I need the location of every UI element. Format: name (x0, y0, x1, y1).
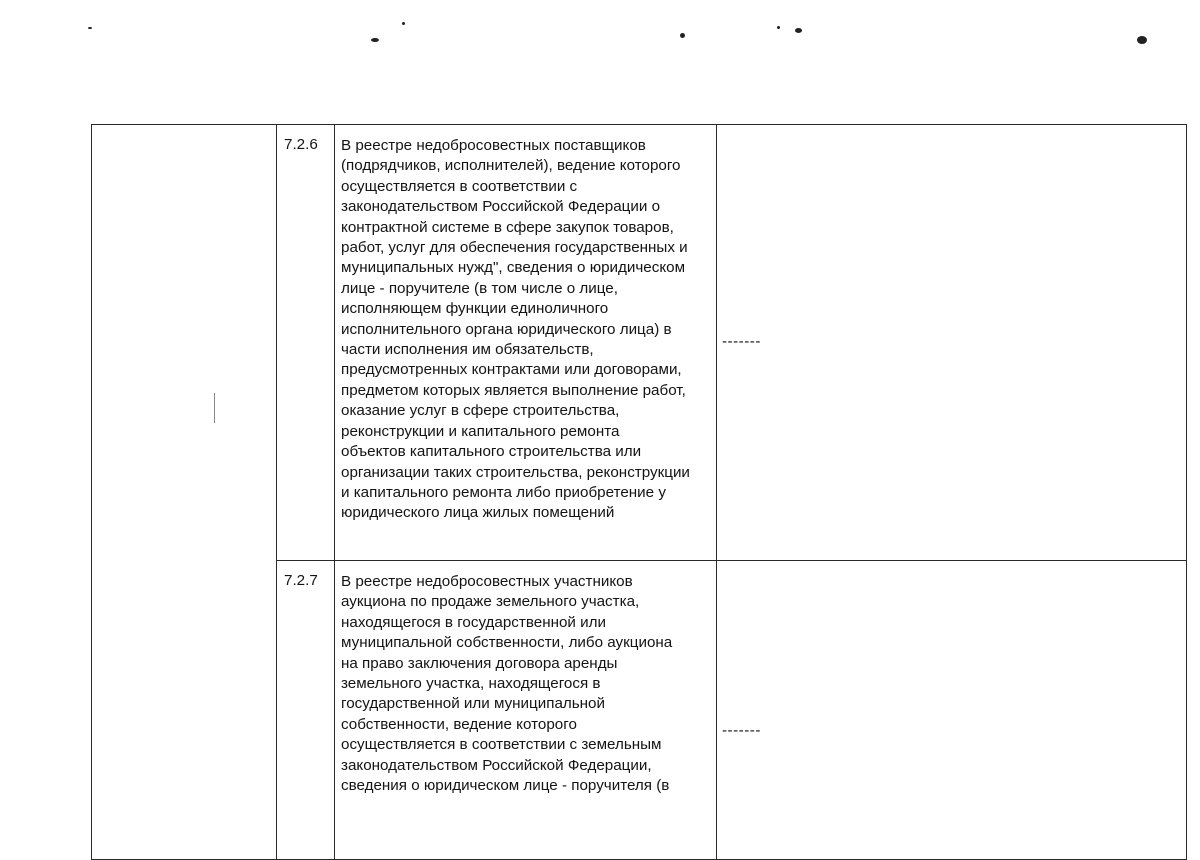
empty-left-cell (92, 125, 277, 860)
text-line: исполнительного органа юридического лица) в (341, 320, 672, 338)
text-line: муниципальных нужд", сведения о юридическом (341, 259, 686, 277)
scan-speck (680, 33, 685, 38)
item-number: 7.2.7 (277, 561, 335, 860)
text-line: аукциона по продаже земельного участка, (341, 593, 640, 611)
text-line: В реестре недобросовестных участников (341, 573, 633, 590)
scan-speck (1137, 36, 1147, 44)
text-line: предусмотренных контрактами или договорами, (341, 361, 682, 379)
table-row (92, 125, 1187, 561)
text-line: предметом которых является выполнение работ, (341, 381, 686, 399)
item-text (335, 125, 717, 561)
text-line: работ, услуг для обеспечения государственных и (341, 239, 688, 257)
text-line: и капитального ремонта либо приобретение у (341, 483, 666, 501)
text-line: оказание услуг в сфере строительства, (341, 402, 620, 420)
text-line: реконструкции и капитального ремонта (341, 422, 620, 440)
text-line: лице - поручителе (в том числе о лице, (341, 279, 618, 297)
text-line: юридического лица жилых помещений (341, 504, 615, 522)
scan-speck (88, 27, 92, 29)
scan-speck (777, 26, 780, 29)
item-value: ------- (717, 561, 1187, 860)
text-line: объектов капитального строительства или (341, 443, 642, 461)
text-line: находящегося в государственной или (341, 613, 606, 631)
scan-speck (402, 22, 405, 25)
scan-speck (371, 38, 379, 42)
text-line: собственности, ведение которого (341, 715, 577, 733)
document-table (91, 124, 1187, 860)
text-line: контрактной системе в сфере закупок товаров, (341, 218, 674, 236)
item-text (335, 561, 717, 860)
text-line: земельного участка, находящегося в (341, 675, 601, 693)
scan-speck (795, 28, 802, 33)
text-line: законодательством Российской Федерации о (341, 198, 661, 216)
text-line: организации таких строительства, реконструкции (341, 463, 690, 481)
text-line: государственной или муниципальной (341, 695, 605, 713)
text-line: осуществляется в соответствии с земельным (341, 736, 662, 754)
text-line: осуществляется в соответствии с (341, 177, 578, 195)
text-line: законодательством Российской Федерации, (341, 756, 652, 774)
text-line: исполняющем функции единоличного (341, 300, 609, 318)
text-line: части исполнения им обязательств, (341, 341, 594, 359)
text-line: муниципальной собственности, либо аукциона (341, 634, 673, 652)
text-line: (подрядчиков, исполнителей), ведение которого (341, 157, 681, 175)
text-line: В реестре недобросовестных поставщиков (341, 137, 646, 154)
text-line: на право заключения договора аренды (341, 654, 618, 672)
item-number: 7.2.6 (277, 125, 335, 561)
text-line: сведения о юридическом лице - поручителя (в (341, 777, 670, 795)
item-value: ------- (717, 125, 1187, 561)
